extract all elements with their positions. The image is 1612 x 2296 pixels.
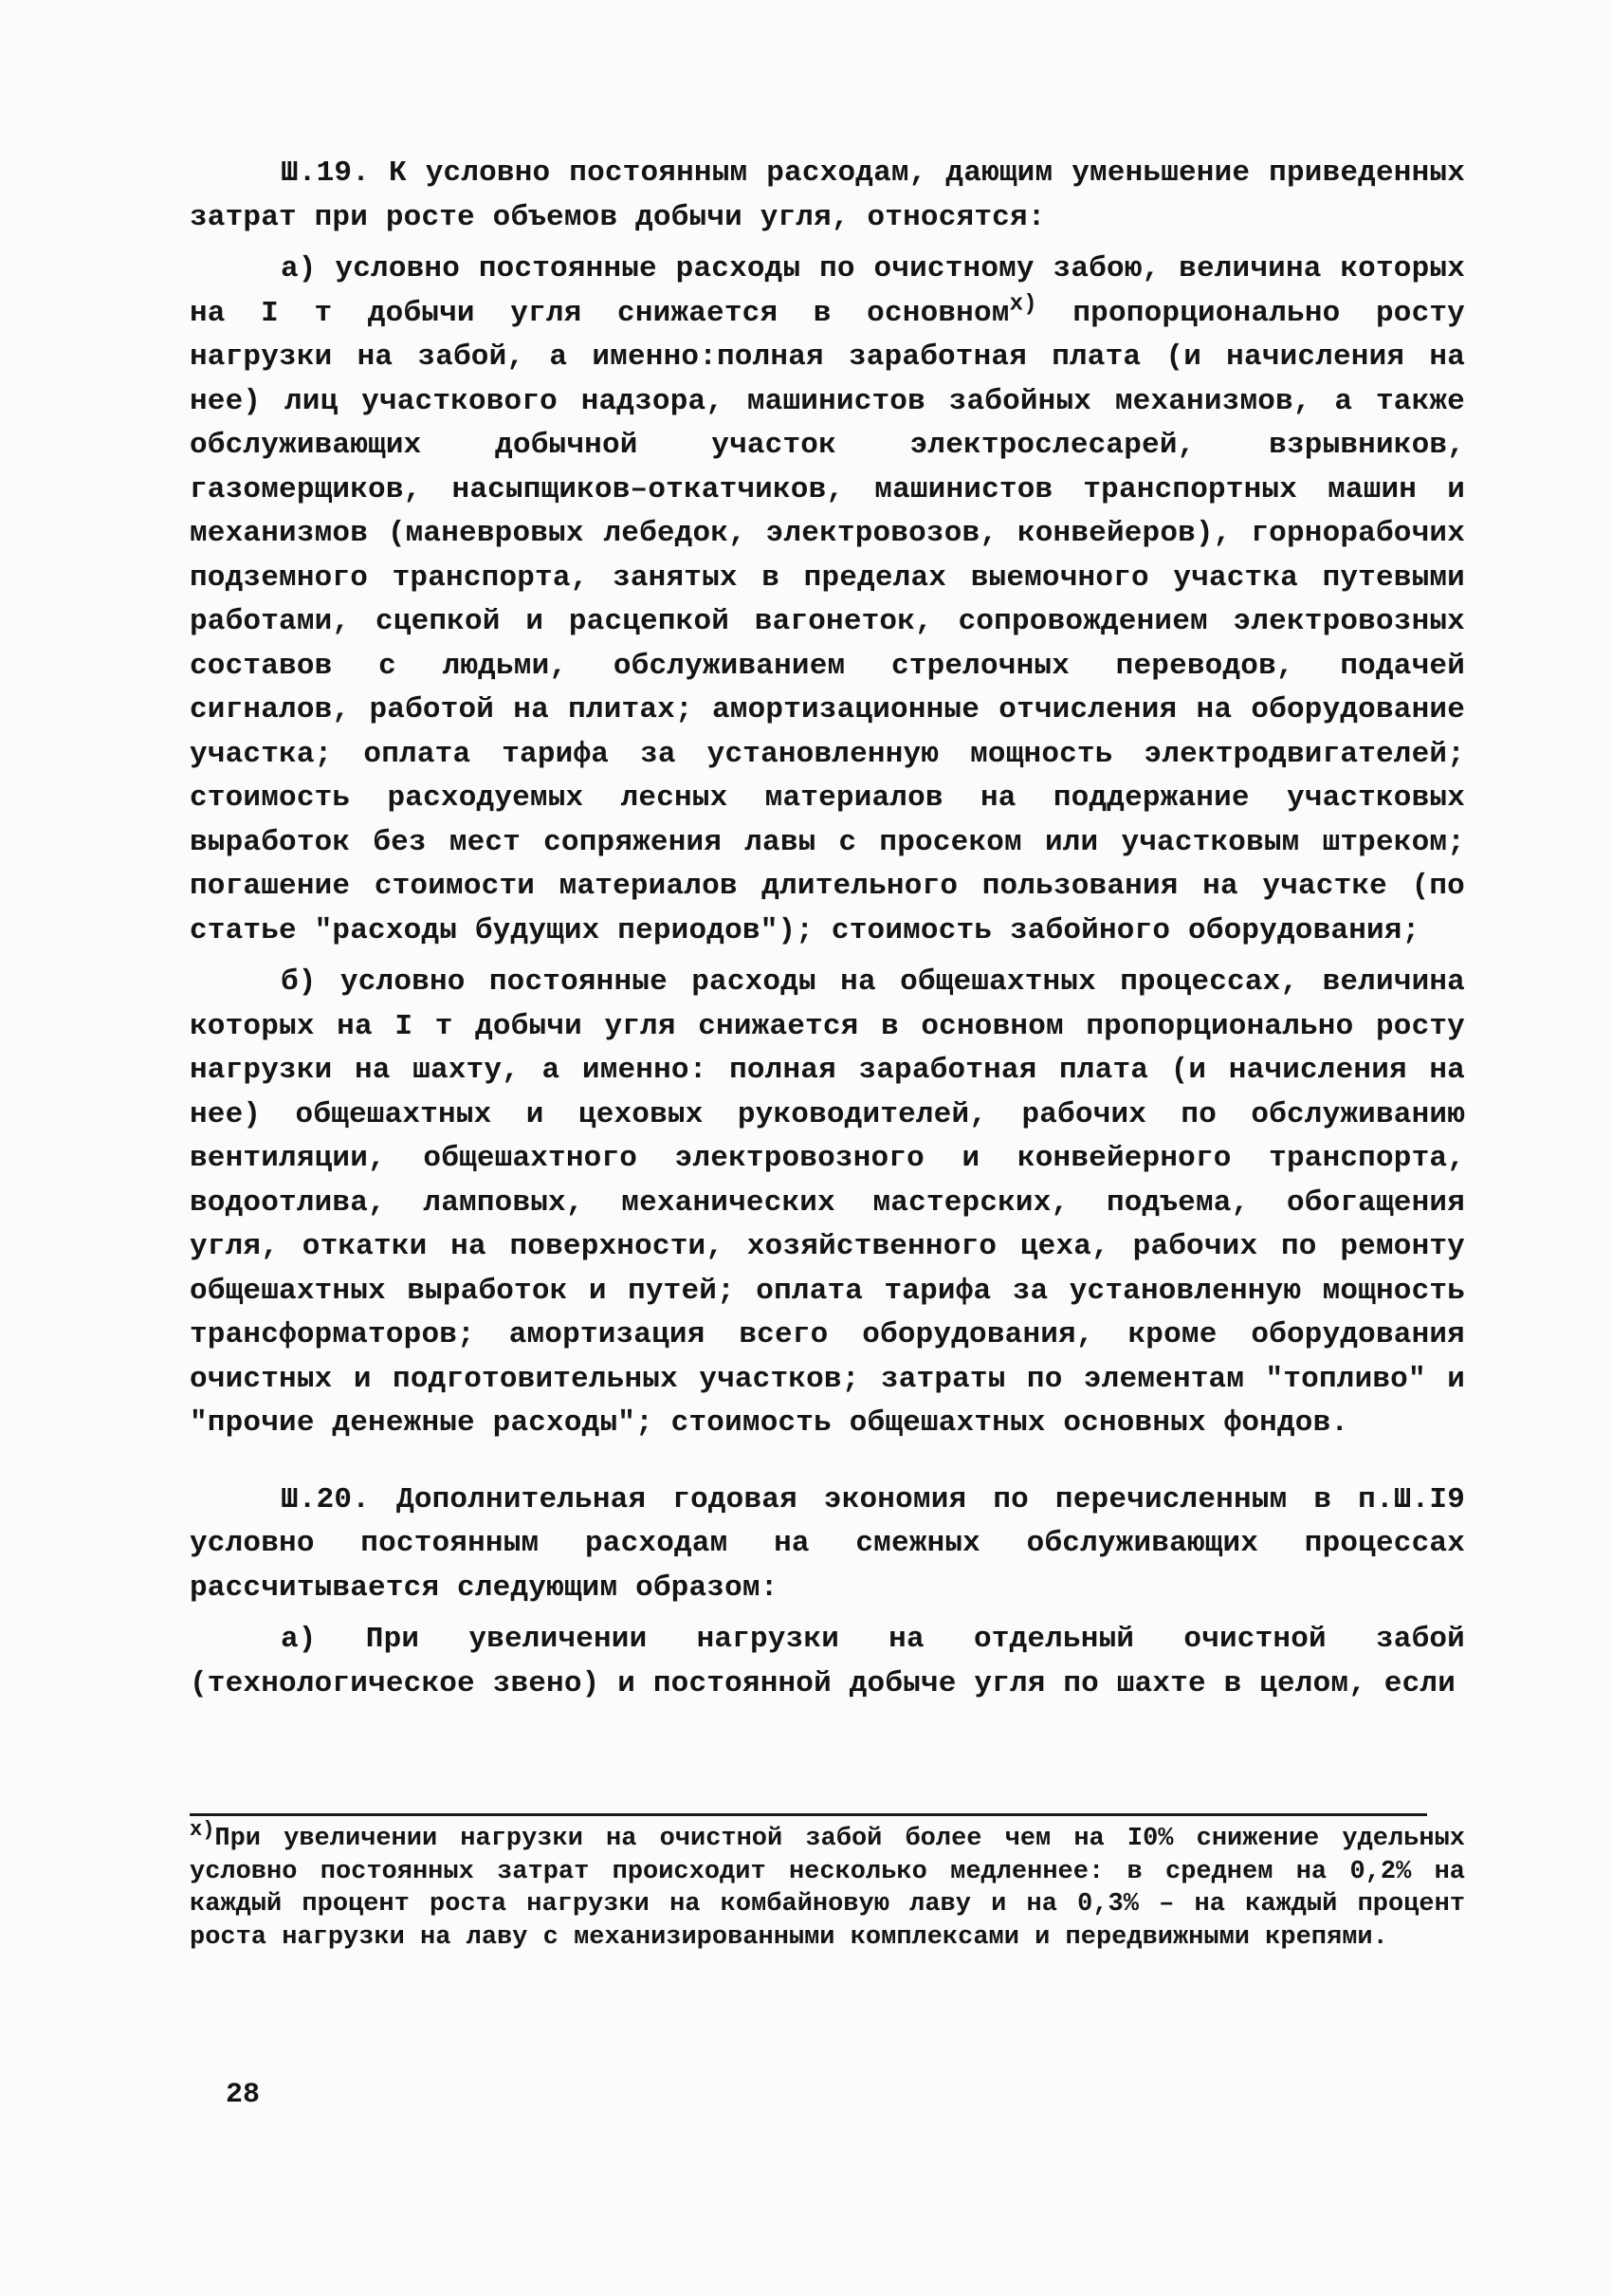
paragraph-3-19-intro: Ш.19. К условно постоянным расходам, дающим уменьшение приведенных затрат при росте объемов добычи угля, относятся:	[190, 156, 1465, 234]
paragraph-3-19-a	[190, 248, 1465, 953]
paragraph-3-20-a: а) При увеличении нагрузки на отдельный очистной забой (технологическое звено) и постоянной добыче угля по шахте в целом, если	[190, 1623, 1465, 1700]
footnote	[190, 1818, 1465, 1954]
footnote-reference: x)	[1009, 291, 1037, 318]
footnote-text: При увеличении нагрузки на очистной забой более чем на I0% снижение удельных условно постоянных затрат происходит несколько медленнее: в среднем на 0,2% на каждый процент роста нагрузки на комбайновую лаву и на 0,3% – на каждый процент роста нагрузки на лаву с механизированными комплексами и передвижными крепями.	[190, 1825, 1465, 1952]
paragraph-3-19-a-text-1: а) условно постоянные расходы по очистному забою, величина которых на I т добычи угля снижается в основном	[190, 252, 1465, 330]
paragraph-3-19-b: б) условно постоянные расходы на общешахтных процессах, величина которых на I т добычи угля снижается в основном пропорционально росту нагрузки на шахту, а именно: полная заработная плата (и начисления на нее) общешахтных и цеховых руководителей, рабочих по обслуживанию вентиляции, общешахтного электровозного и конвейерного транспорта, водоотлива, ламповых, механических мастерских, подъема, обогащения угля, откатки на поверхности, хозяйственного цеха, рабочих по ремонту общешахтных выработок и путей; оплата тарифа за установленную мощность трансформаторов; амортизация всего оборудования, кроме оборудования очистных и подготовительных участков; затраты по элементам "топливо" и "прочие денежные расходы"; стоимость общешахтных основных фондов.	[190, 965, 1465, 1440]
footnote-mark: x)	[190, 1818, 215, 1842]
page-number: 28	[226, 2079, 261, 2111]
paragraph-3-20-intro: Ш.20. Дополнительная годовая экономия по перечисленным в п.Ш.I9 условно постоянным расходам на смежных обслуживающих процессах рассчитывается следующим образом:	[190, 1482, 1465, 1605]
footnote-divider	[190, 1813, 1427, 1816]
paragraph-3-19-a-text-2: пропорционально росту нагрузки на забой, а именно:полная заработная плата (и начисления на нее) лиц участкового надзора, машинистов забойных механизмов, а также обслуживающих добычной участок электрослесарей, взрывников, газомерщиков, насыпщиков–откатчиков, машинистов транспортных машин и механизмов (маневровых лебедок, электровозов, конвейеров), горнорабочих подземного транспорта, занятых в пределах выемочного участка путевыми работами, сцепкой и расцепкой вагонеток, сопровождением электровозных составов с людьми, обслуживанием стрелочных переводов, подачей сигналов, работой на плитах; амортизационные отчисления на оборудование участка; оплата тарифа за установленную мощность электродвигателей; стоимость расходуемых лесных материалов на поддержание участковых выработок без мест сопряжения лавы с просеком или участковым штреком; погашение стоимости материалов длительного пользования на участке (по статье "расходы будущих периодов"); стоимость забойного оборудования;	[190, 296, 1465, 947]
body-text	[190, 152, 1465, 1706]
